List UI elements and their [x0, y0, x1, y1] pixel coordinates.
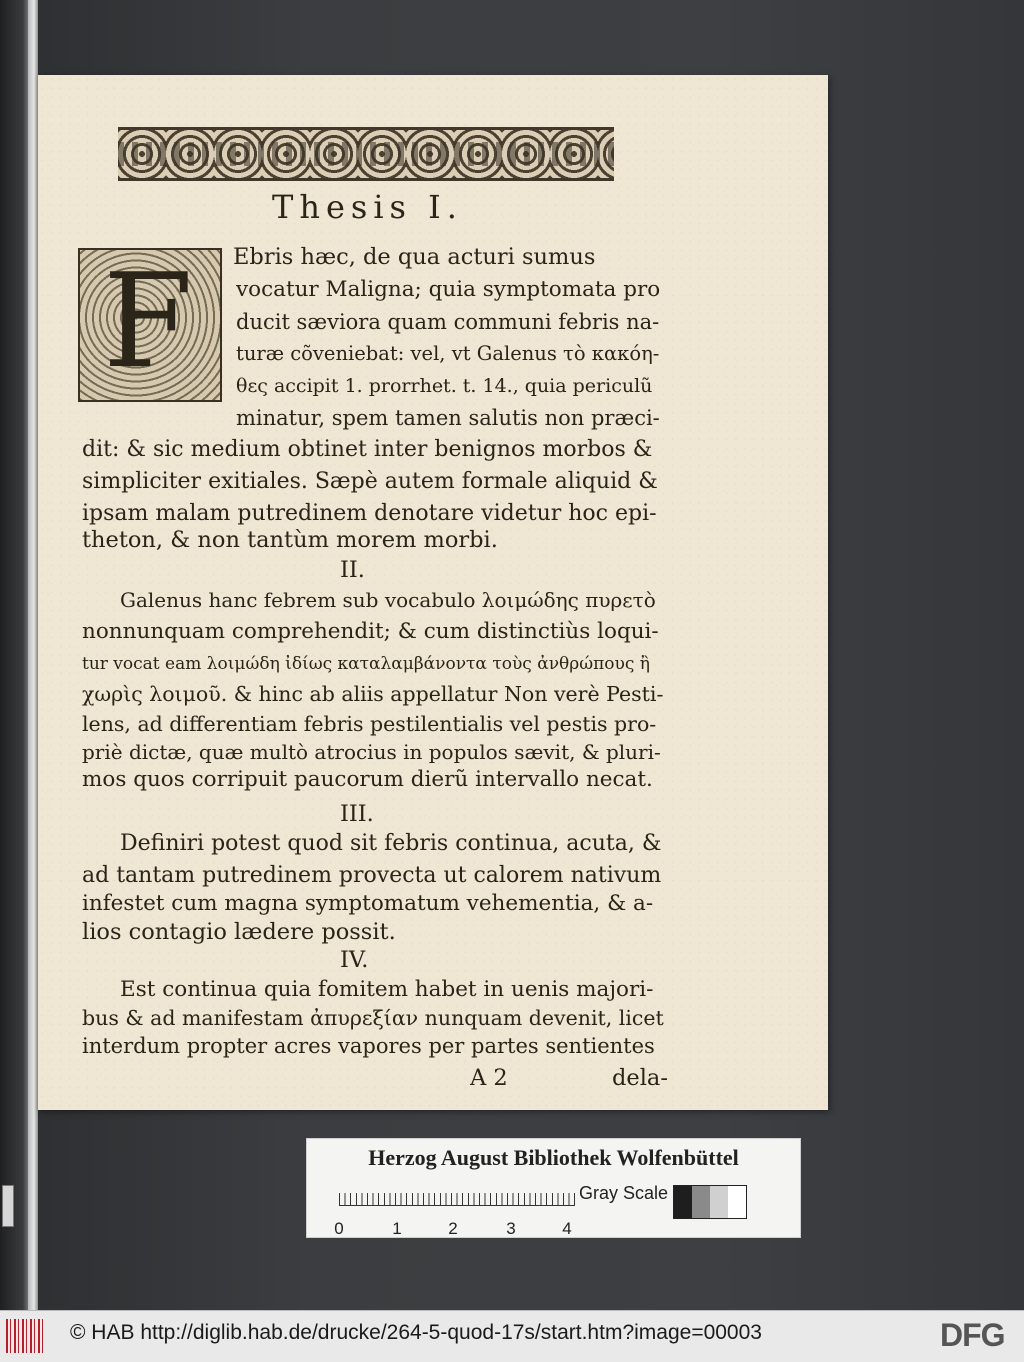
signature-mark: A 2 [470, 1065, 508, 1091]
paragraph-3-line: Definiri potest quod sit febris continua, acuta, & [120, 831, 662, 856]
paragraph-2-line: nonnunquam comprehendit; & cum distinctiùs loqui- [82, 619, 659, 644]
library-label [306, 1138, 801, 1238]
measurement-ruler [339, 1185, 575, 1206]
thesis-title-word: Thesis [272, 188, 412, 226]
ruler-number-4: 4 [562, 1219, 572, 1238]
headpiece-ornament [118, 127, 614, 181]
gray-patch-3 [710, 1186, 728, 1218]
hab-logo-icon [6, 1319, 46, 1353]
paragraph-1-line: theton, & non tantùm morem morbi. [82, 527, 498, 553]
paragraph-1-line: ipsam malam putredinem denotare videtur hoc epi- [82, 501, 657, 526]
thesis-title [272, 188, 462, 232]
paragraph-3-line: lios contagio lædere possit. [82, 919, 396, 945]
paragraph-4-line: Est continua quia fomitem habet in uenis majori- [120, 977, 654, 1002]
copyright-link[interactable]: © HAB http://diglib.hab.de/drucke/264-5-quod-17s/start.htm?image=00003 [70, 1321, 762, 1344]
paragraph-1-line: simpliciter exitiales. Sæpè autem formale aliquid & [82, 469, 658, 494]
decorated-initial [78, 245, 222, 402]
paragraph-1-line: ducit sæviora quam communi febris na- [236, 310, 660, 334]
paragraph-2-line: priè dictæ, quæ multò atrocius in populos sævit, & pluri- [82, 740, 661, 764]
section-heading-2: II. [340, 557, 365, 583]
paragraph-2-line: lens, ad differentiam febris pestilentialis vel pestis pro- [82, 712, 657, 736]
paragraph-1-line: vocatur Maligna; quia symptomata pro [236, 277, 660, 302]
section-heading-4: IV. [340, 947, 369, 973]
paragraph-1-line: θες accipit 1. prorrhet. t. 14., quia periculũ [236, 375, 653, 397]
catchword: dela- [612, 1065, 668, 1091]
paragraph-3-line: ad tantam putredinem provecta ut calorem nativum [82, 863, 662, 888]
dfg-logo: DFG [940, 1317, 1005, 1353]
paragraph-3-line: infestet cum magna symptomatum vehementia, & a- [82, 891, 654, 916]
paragraph-4-line: bus & ad manifestam ἀπυρεξίαν nunquam devenit, licet [82, 1006, 664, 1030]
library-name: Herzog August Bibliothek Wolfenbüttel [368, 1145, 739, 1170]
gray-patch-2 [692, 1186, 710, 1218]
paragraph-1-line: Ebris hæc, de qua acturi sumus [233, 244, 596, 270]
gray-patch-4 [728, 1186, 746, 1218]
side-scrollbar-thumb[interactable] [2, 1185, 14, 1227]
paragraph-2-line: tur vocat eam λοιμώδη ἰδίως καταλαμβάνοντα τοὺς ἀνθρώπους ἢ [82, 654, 650, 674]
paragraph-1-line: minatur, spem tamen salutis non præci- [236, 406, 660, 430]
ruler-number-3: 3 [506, 1219, 516, 1238]
page-edge-highlight [28, 0, 38, 1310]
paragraph-2-line: mos quos corripuit paucorum dierũ intervallo necat. [82, 767, 653, 792]
section-heading-3: III. [340, 801, 374, 827]
paragraph-4-line: interdum propter acres vapores per partes sentientes [82, 1034, 655, 1058]
footer-bar [0, 1310, 1024, 1362]
ruler-number-2: 2 [448, 1219, 458, 1238]
gray-scale-patches [673, 1185, 747, 1219]
ruler-number-0: 0 [334, 1219, 344, 1238]
initial-letter: F [102, 245, 194, 397]
paragraph-2-line: χωρὶς λοιμοῦ. & hinc ab aliis appellatur Non verè Pesti- [82, 682, 664, 706]
paragraph-1-line: dit: & sic medium obtinet inter benignos morbos & [82, 437, 653, 462]
paragraph-2-line: Galenus hanc febrem sub vocabulo λοιμώδης πυρετὸ [120, 588, 656, 612]
gray-patch-1 [674, 1186, 692, 1218]
paragraph-1-line: turæ cõveniebat: vel, vt Galenus τὸ κακόη- [236, 342, 660, 365]
thesis-title-numeral: I. [428, 188, 463, 226]
gray-scale-label: Gray Scale [579, 1183, 669, 1203]
ruler-number-1: 1 [392, 1219, 402, 1238]
